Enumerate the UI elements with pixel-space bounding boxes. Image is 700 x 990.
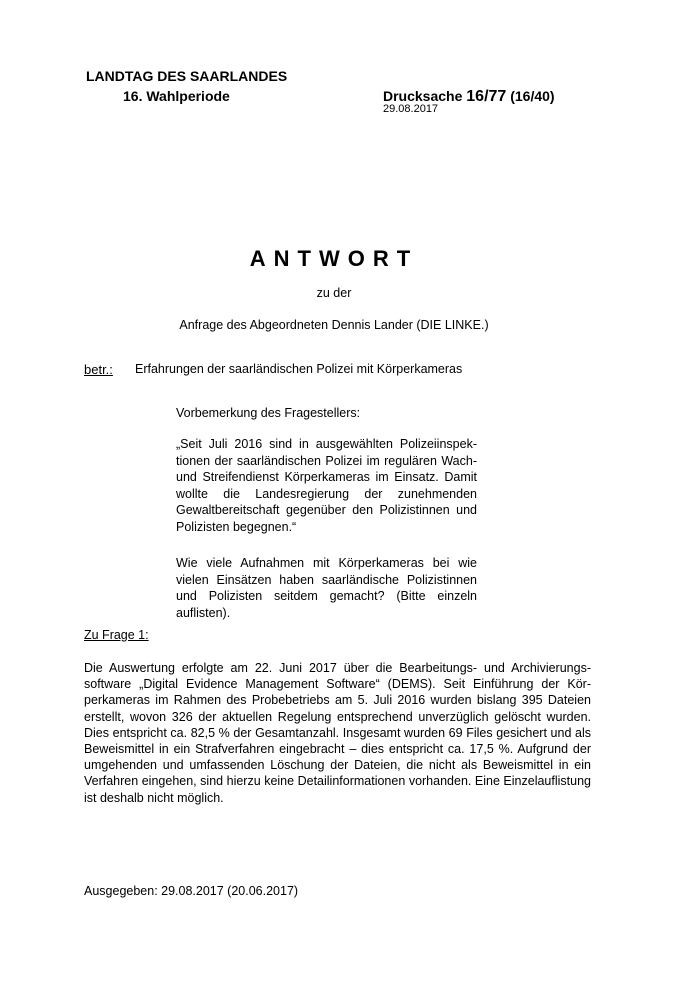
answer-label: Zu Frage 1: — [84, 628, 149, 642]
legislative-period: 16. Wahlperiode — [123, 88, 230, 104]
document-date: 29.08.2017 — [383, 103, 439, 115]
zu-der-text: zu der — [316, 286, 352, 300]
preamble-heading: Vorbemerkung des Fragestellers: — [176, 406, 361, 420]
subject-label: betr.: — [84, 362, 113, 377]
document-header-left — [86, 66, 287, 106]
issued-footer: Ausgegeben: 29.08.2017 (20.06.2017) — [84, 884, 299, 898]
subject-text: Erfahrungen der saarländischen Polizei mit Körperkameras — [135, 362, 463, 376]
document-title: ANTWORT — [249, 246, 419, 271]
drucksache-ref: (16/40) — [510, 88, 555, 104]
parliament-name: LANDTAG DES SAARLANDES — [86, 68, 288, 84]
drucksache-number: 16/77 — [466, 88, 507, 105]
inquiry-line: Anfrage des Abgeordneten Dennis Lander (DIE LINKE.) — [179, 318, 489, 332]
question-text: Wie viele Aufnahmen mit Körperkameras bei wie vielen Einsätzen haben saarländische Polizistinnen und Polizisten seitdem gemacht? (Bitte einzeln auflisten). — [176, 556, 477, 620]
answer-text: Die Auswertung erfolgte am 22. Juni 2017 über die Bearbeitungs- und Archivierungssoftware „Digital Evidence Management Software“ (DEMS). Seit Einführung der Körperkameras im Rahmen des Probebetriebs am 5. Juli 2016 wurden bislang 395 Dateien erstellt, wovon 326 der aktuellen Regelung entsprechend unverzüglich gelöscht wurden. Dies entspricht ca. 82,5 % der Gesamtanzahl. Insgesamt wurden 69 Files gesichert und als Beweismittel in ein Strafverfahren eingebracht – dies entspricht ca. 17,5 %. Aufgrund der umgehenden und umfassenden Löschung der Dateien, die nicht als Beweismittel in ein Verfahren eingehen, sind hierzu keine Detailinformationen vorhanden. Eine Einzelauflistung ist deshalb nicht möglich. — [84, 661, 591, 805]
drucksache-label: Drucksache — [383, 88, 463, 104]
preamble-quote: „Seit Juli 2016 sind in ausgewählten Polizeiinspektionen der saarländischen Polizei im regulären Wach- und Streifendienst Körperkameras im Einsatz. Damit wollte die Landesregierung der zunehmenden Gewaltbereitschaft gegenüber den Polizistinnen und Polizisten begegnen.“ — [176, 437, 477, 534]
